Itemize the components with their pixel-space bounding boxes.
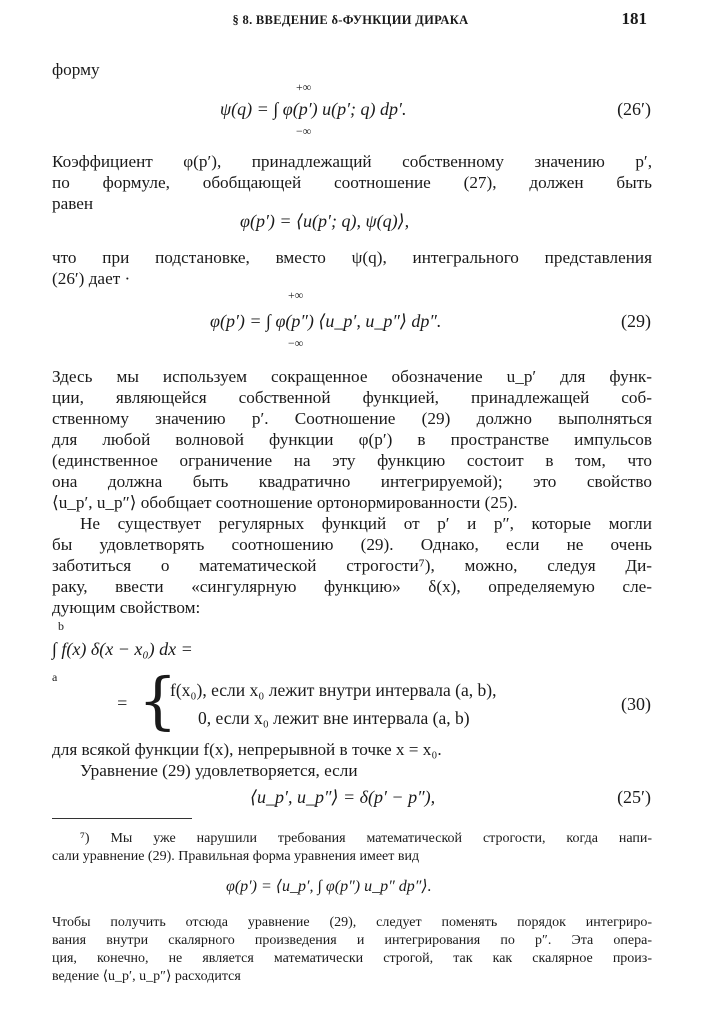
footnote-equation: φ(p′) = ⟨u_p′, ∫ φ(p″) u_p″ dp″⟩.	[226, 878, 432, 895]
footnote-line: ⁷) Мы уже нарушили требования математической строгости, когда напи-	[80, 831, 652, 846]
left-brace-icon: {	[138, 664, 178, 737]
equation-body: ψ(q) = ∫ φ(p′) u(p′; q) dp′.	[220, 99, 407, 119]
case-inside: f(x₀), если x₀ лежит внутри интервала (a, b),	[170, 680, 497, 700]
text-line: она должна быть квадратично интегрируемой); это свойство	[52, 472, 652, 491]
integral-lower-limit: −∞	[296, 124, 312, 138]
integral-upper-limit: b	[58, 619, 64, 633]
integral-lower-limit: −∞	[288, 336, 304, 350]
equation-number: (30)	[621, 694, 651, 714]
text-line: для всякой функции f(x), непрерывной в точке x = x₀.	[52, 740, 442, 759]
equation-body: ⟨u_p′, u_p″⟩ = δ(p′ − p″),	[250, 787, 436, 807]
integral-upper-limit: +∞	[296, 80, 312, 94]
integral-lower-limit: a	[52, 670, 58, 684]
text-line: для любой волновой функции φ(p′) в пространстве импульсов	[52, 430, 652, 449]
footnote-line: ция, конечно, не является математически строгой, так как скалярное произ-	[52, 951, 652, 966]
text-line: Уравнение (29) удовлетворяется, если	[80, 761, 358, 780]
page-number: 181	[621, 9, 647, 28]
equation-body: φ(p′) = ∫ φ(p″) ⟨u_p′, u_p″⟩ dp″.	[210, 311, 442, 331]
integral-upper-limit: +∞	[288, 288, 304, 302]
footnote-line: вания внутри скалярного произведения и интегрирования по p″. Эта опера-	[52, 933, 652, 948]
running-header	[52, 8, 649, 32]
text-line: ции, являющейся собственной функцией, принадлежащей соб-	[52, 388, 652, 407]
footnote-line: Чтобы получить отсюда уравнение (29), следует поменять порядок интегриро-	[52, 915, 652, 930]
footnote-divider	[52, 818, 192, 819]
text-line: равен	[52, 194, 94, 213]
text-line: Коэффициент φ(p′), принадлежащий собственному значению p′,	[52, 152, 652, 171]
text-line: Не существует регулярных функций от p′ и p″, которые могли	[80, 514, 652, 533]
equation-number: (26′)	[617, 99, 651, 119]
equation-number: (25′)	[617, 787, 651, 807]
text-line: ственному значению p′. Соотношение (29) должно выполняться	[52, 409, 652, 428]
text-line: что при подстановке, вместо ψ(q), интегрального представления	[52, 248, 652, 267]
text-line: бы удовлетворять соотношению (29). Однако, если не очень	[52, 535, 652, 554]
equation-lhs: ∫ f(x) δ(x − x₀) dx =	[52, 639, 193, 659]
equation-body: φ(p′) = ⟨u(p′; q), ψ(q)⟩,	[240, 211, 410, 231]
section-title: § 8. ВВЕДЕНИЕ δ-ФУНКЦИИ ДИРАКА	[232, 13, 469, 27]
text-line: заботиться о математической строгости⁷), можно, следуя Ди-	[52, 556, 652, 575]
case-outside: 0, если x₀ лежит вне интервала (a, b)	[198, 708, 470, 728]
equation-number: (29)	[621, 311, 651, 331]
equation-equals: =	[116, 693, 129, 713]
text-line: (единственное ограничение на эту функцию состоит в том, что	[52, 451, 652, 470]
text-line: по формуле, обобщающей соотношение (27), должен быть	[52, 173, 652, 192]
text-line: раку, ввести «сингулярную функцию» δ(x), определяемую сле-	[52, 577, 652, 596]
text-line: дующим свойством:	[52, 598, 201, 617]
text-line: (26′) дает ·	[52, 269, 131, 288]
footnote-line: сали уравнение (29). Правильная форма уравнения имеет вид	[52, 849, 420, 864]
footnote-line: ведение ⟨u_p′, u_p″⟩ расходится	[52, 969, 241, 984]
text-line: Здесь мы используем сокращенное обозначение u_p′ для функ-	[52, 367, 652, 386]
text-line: ⟨u_p′, u_p″⟩ обобщает соотношение ортонормированности (25).	[52, 493, 518, 512]
text-line: форму	[52, 60, 100, 79]
